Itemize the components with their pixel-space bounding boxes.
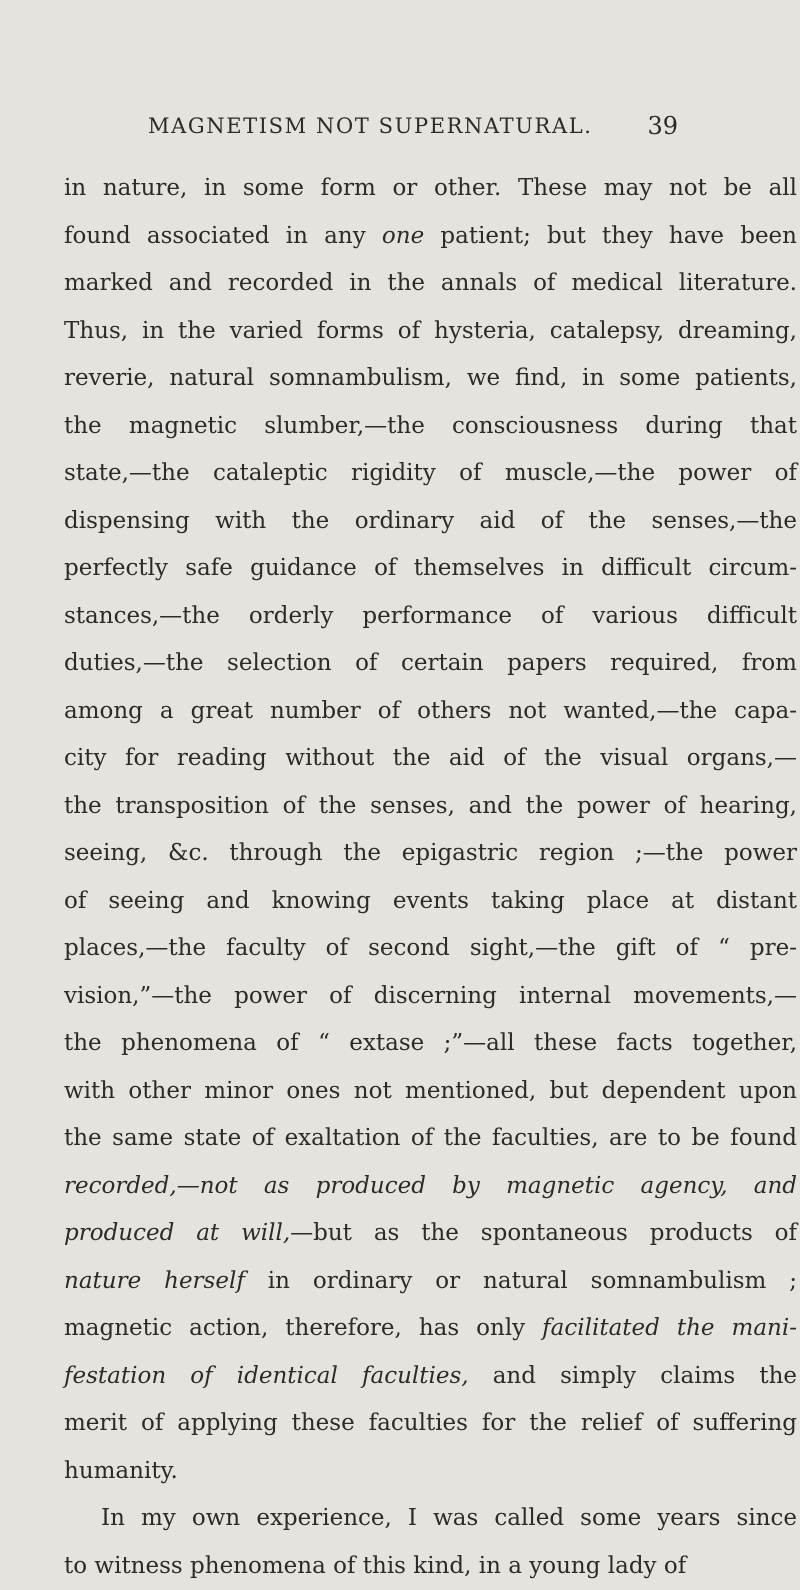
text-line [64, 450, 797, 498]
text-line [64, 1115, 797, 1163]
text-line [64, 260, 797, 308]
text-line [64, 498, 797, 546]
text-segment: the same state of exaltation of the faculties, are to be found [64, 1125, 797, 1151]
text-segment: magnetic action, therefore, has only [64, 1315, 542, 1341]
text-segment: marked and recorded in the annals of medical literature. [64, 270, 797, 296]
text-segment: city for reading without the aid of the visual organs,— [64, 745, 797, 771]
text-line [64, 783, 797, 831]
text-line [64, 545, 797, 593]
running-title: MAGNETISM NOT SUPERNATURAL. [148, 114, 593, 138]
text-segment: —but as the spontaneous products of [290, 1220, 797, 1246]
text-line [64, 1543, 797, 1590]
text-line [64, 1068, 797, 1116]
text-segment: dispensing with the ordinary aid of the senses,—the [64, 508, 797, 534]
text-segment: Thus, in the varied forms of hysteria, catalepsy, dreaming, [64, 318, 797, 344]
text-line [64, 735, 797, 783]
text-segment: and simply claims the [469, 1363, 797, 1389]
text-segment: reverie, natural somnambulism, we find, in some patients, [64, 365, 797, 391]
text-segment: among a great number of others not wanted,—the capa- [64, 698, 797, 724]
text-line [64, 640, 797, 688]
italic-text: festation of identical faculties, [64, 1363, 469, 1389]
text-segment: vision,”—the power of discerning internal movements,— [64, 983, 797, 1009]
text-segment: found associated in any [64, 223, 382, 249]
text-line [64, 973, 797, 1021]
text-line [64, 1353, 797, 1401]
body-text [64, 165, 797, 1590]
text-segment: seeing, &c. through the epigastric region ;—the power [64, 840, 797, 866]
text-line [64, 830, 797, 878]
text-line [64, 355, 797, 403]
italic-text: produced at will, [64, 1220, 290, 1246]
text-line [64, 213, 797, 261]
italic-text: nature herself [64, 1268, 245, 1294]
text-line [64, 593, 797, 641]
text-segment: with other minor ones not mentioned, but dependent upon [64, 1078, 797, 1104]
italic-text: recorded,—not as produced by magnetic agency, and [64, 1173, 797, 1199]
italic-text: one [382, 223, 424, 249]
text-segment: stances,—the orderly performance of various difficult [64, 603, 797, 629]
text-line [64, 1448, 797, 1496]
text-line [64, 1163, 797, 1211]
text-segment: places,—the faculty of second sight,—the gift of “ pre- [64, 935, 797, 961]
text-segment: the transposition of the senses, and the power of hearing, [64, 793, 797, 819]
running-head [148, 114, 678, 144]
text-line [64, 878, 797, 926]
text-segment: humanity. [64, 1458, 178, 1484]
text-segment: patient; but they have been [424, 223, 797, 249]
text-segment: in nature, in some form or other. These may not be all [64, 175, 797, 201]
text-line [64, 403, 797, 451]
text-segment: of seeing and knowing events taking place at distant [64, 888, 797, 914]
text-segment: state,—the cataleptic rigidity of muscle,—the power of [64, 460, 797, 486]
italic-text: facilitated the mani- [542, 1315, 797, 1341]
text-line [64, 1258, 797, 1306]
text-line [64, 1020, 797, 1068]
text-segment: In my own experience, I was called some years since [101, 1505, 797, 1531]
text-segment: to witness phenomena of this kind, in a young lady of [64, 1553, 686, 1579]
page-number: 39 [647, 112, 678, 140]
text-segment: perfectly safe guidance of themselves in difficult circum- [64, 555, 797, 581]
text-line [64, 1305, 797, 1353]
text-line [64, 688, 797, 736]
text-line [64, 1210, 797, 1258]
text-segment: the magnetic slumber,—the consciousness during that [64, 413, 797, 439]
text-line [64, 925, 797, 973]
text-line [64, 308, 797, 356]
text-line [64, 165, 797, 213]
text-line [64, 1495, 797, 1543]
text-segment: in ordinary or natural somnambulism ; [245, 1268, 797, 1294]
text-segment: the phenomena of “ extase ;”—all these facts together, [64, 1030, 797, 1056]
text-line [64, 1400, 797, 1448]
text-segment: merit of applying these faculties for the relief of suffering [64, 1410, 797, 1436]
text-segment: duties,—the selection of certain papers required, from [64, 650, 797, 676]
